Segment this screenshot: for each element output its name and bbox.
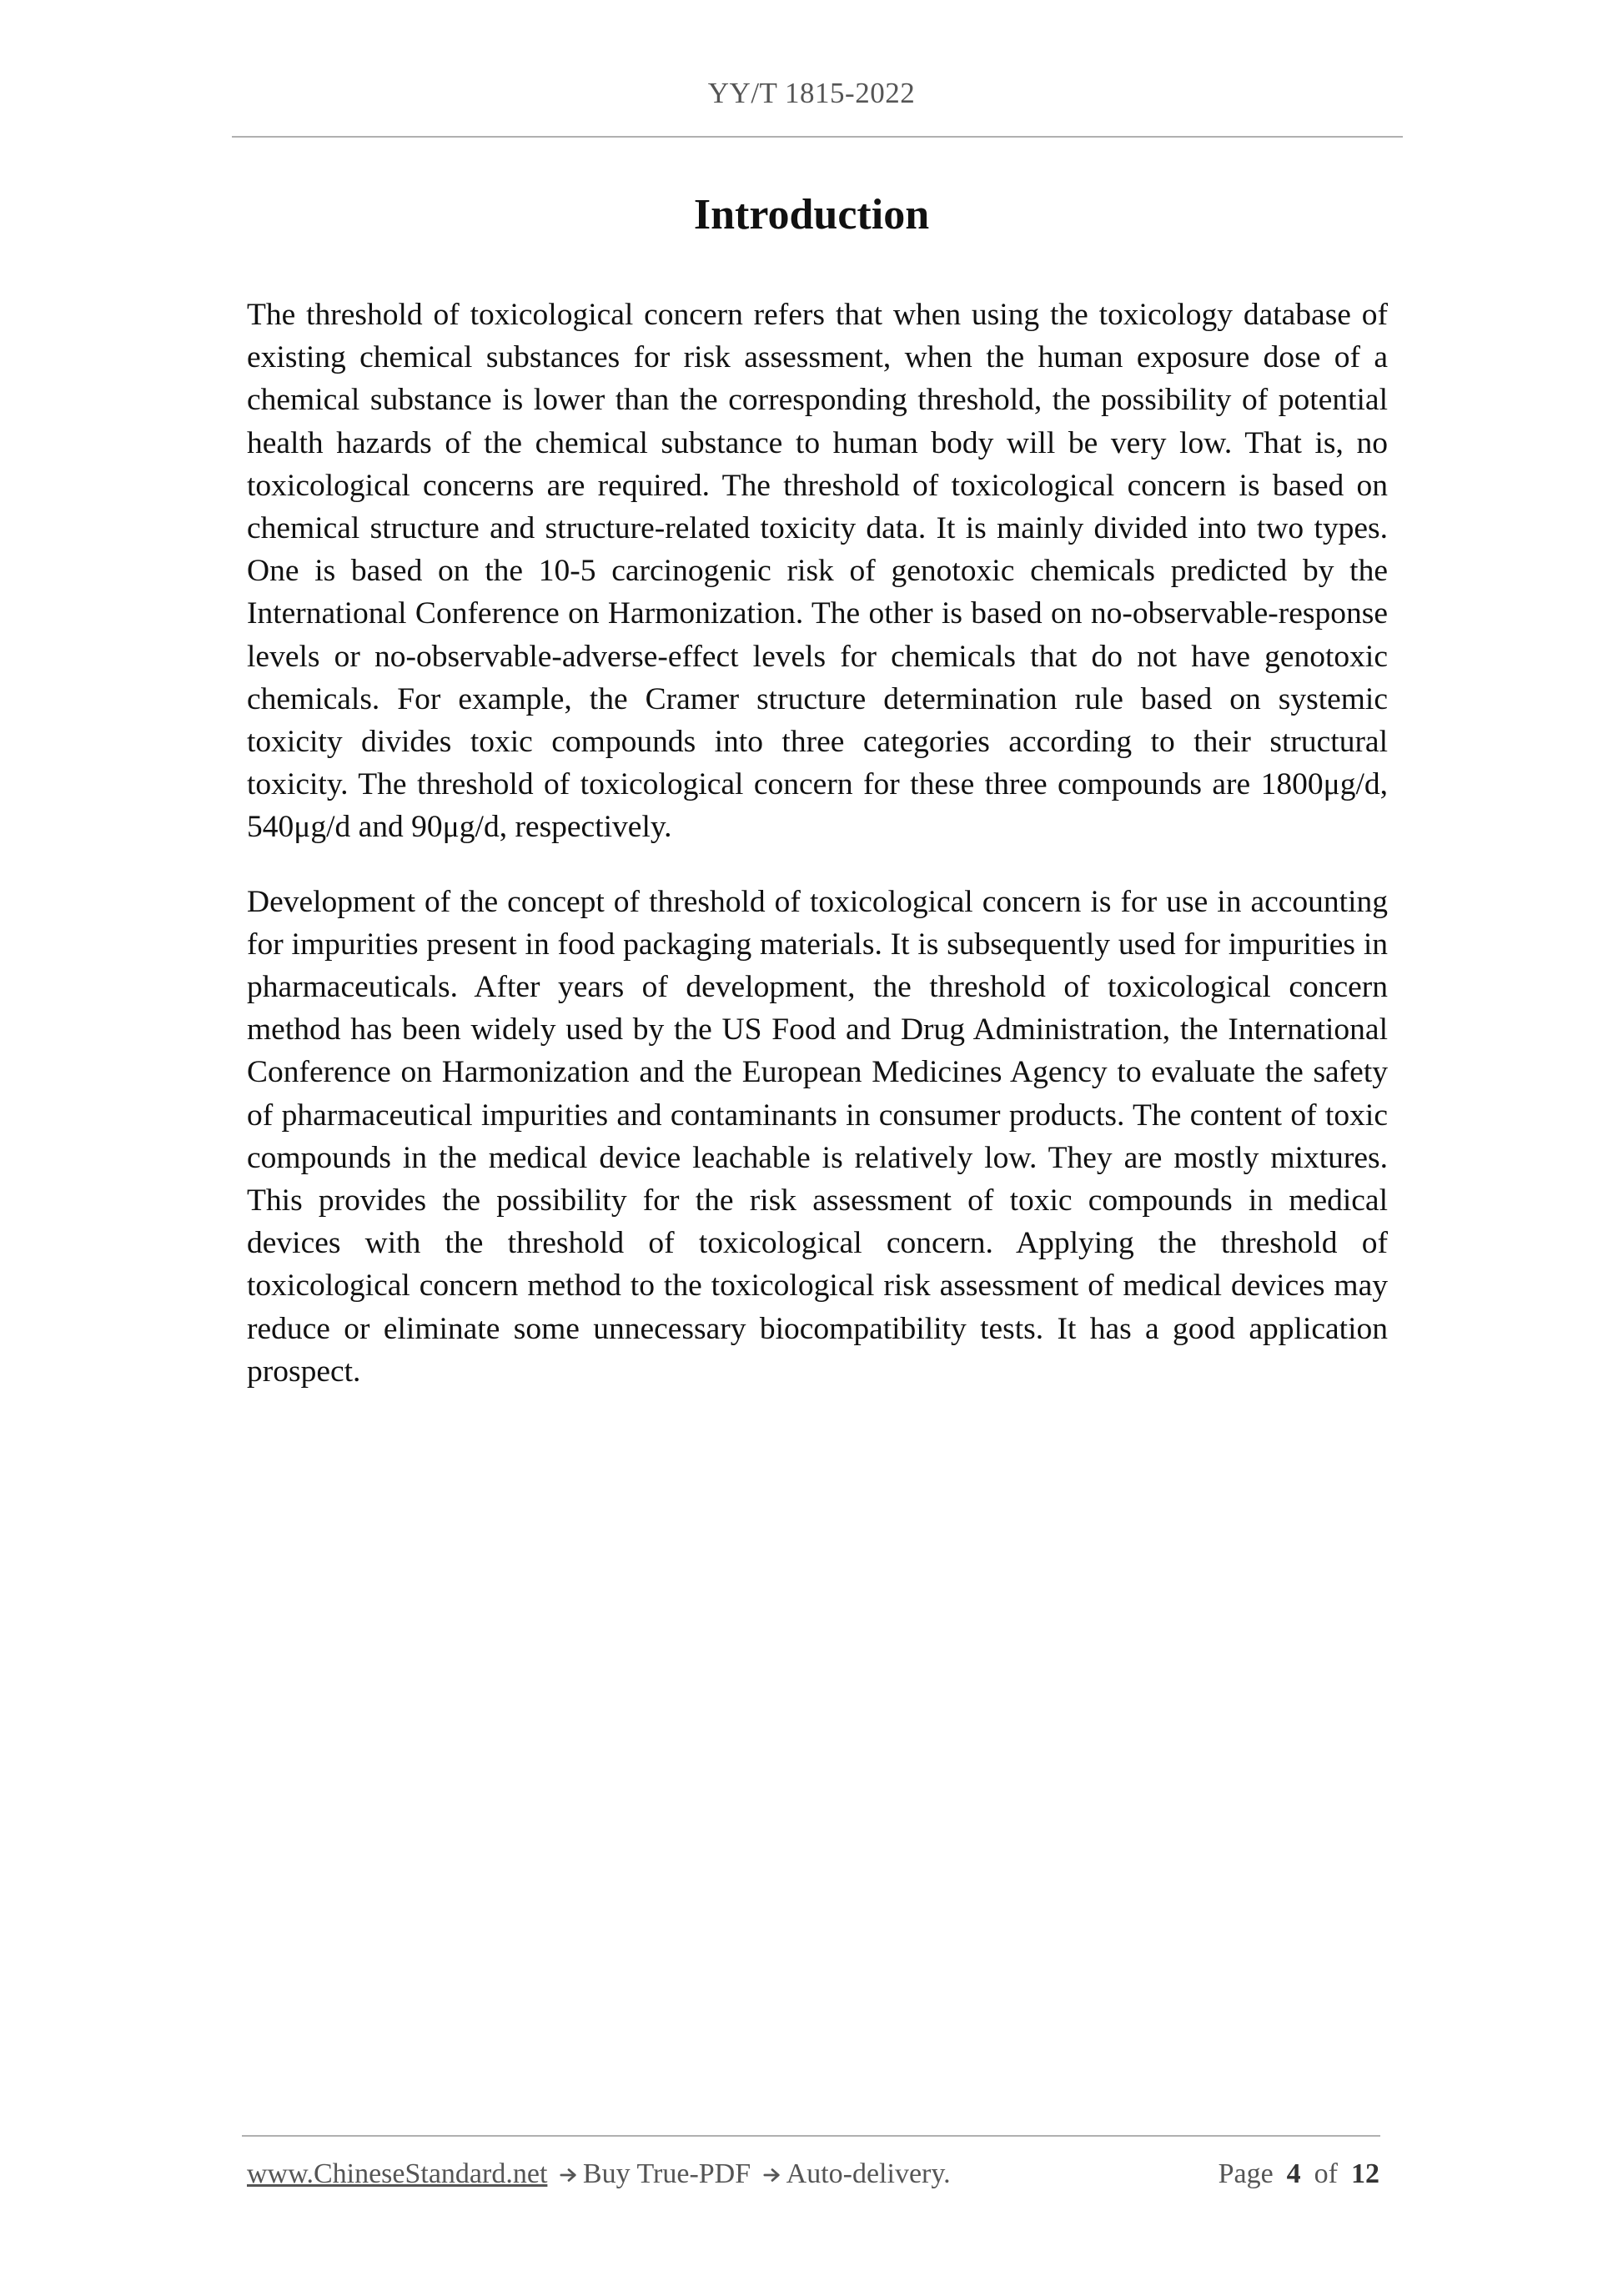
page-total: 12	[1351, 2158, 1379, 2189]
page-current: 4	[1286, 2158, 1301, 2189]
delivery-step: Auto-delivery.	[786, 2158, 951, 2189]
document-code: YY/T 1815-2022	[707, 77, 916, 109]
buy-step: Buy True-PDF	[582, 2158, 751, 2189]
section-title: Introduction	[693, 191, 930, 239]
paragraph-1: The threshold of toxicological concern refers that when using the toxicology database of existing chemical substances for risk assessment, when the human exposure dose of a chemical substance is lower than the corresponding threshold, the possibility of potential health hazards of the chemical substance to human body will be very low. That is, no toxicological concerns are required. The threshold of toxicological concern is based on chemical structure and structure-related toxicity data. It is mainly divided into two types. One is based on the 10-5 carcinogenic risk of genotoxic chemicals predicted by the International Conference on Harmonization. The other is based on no-observable-response levels or no-observable-adverse-effect levels for chemicals that do not have genotoxic chemicals. For example, the Cramer structure determination rule based on systemic toxicity divides toxic compounds into three categories according to their structural toxicity. The threshold of toxicological concern for these three compounds are 1800μg/d, 540μg/d and 90μg/d, respectively.	[247, 298, 1388, 845]
right-arrow-icon	[763, 2166, 781, 2184]
right-arrow-icon	[560, 2166, 578, 2184]
footer-promo	[247, 2158, 951, 2190]
body-text	[247, 294, 1388, 1424]
page-of: of	[1314, 2158, 1338, 2189]
footer-divider	[242, 2135, 1380, 2137]
paragraph-2: Development of the concept of threshold of toxicological concern is for use in accounting for impurities present in food packaging materials. It is subsequently used for impurities in pharmaceuticals. After years of development, the threshold of toxicological concern method has been widely used by the US Food and Drug Administration, the International Conference on Harmonization and the European Medicines Agency to evaluate the safety of pharmaceutical impurities and contaminants in consumer products. The content of toxic compounds in the medical device leachable is relatively low. They are mostly mixtures. This provides the possibility for the risk assessment of toxic compounds in medical devices with the threshold of toxicological concern. Applying the threshold of toxicological concern method to the toxicological risk assessment of medical devices may reduce or eliminate some unnecessary biocompatibility tests. It has a good application prospect.	[247, 884, 1388, 1389]
site-link[interactable]: www.ChineseStandard.net	[247, 2158, 548, 2189]
page-number	[1219, 2158, 1379, 2190]
page-label: Page	[1218, 2158, 1274, 2189]
header-divider	[232, 136, 1403, 138]
